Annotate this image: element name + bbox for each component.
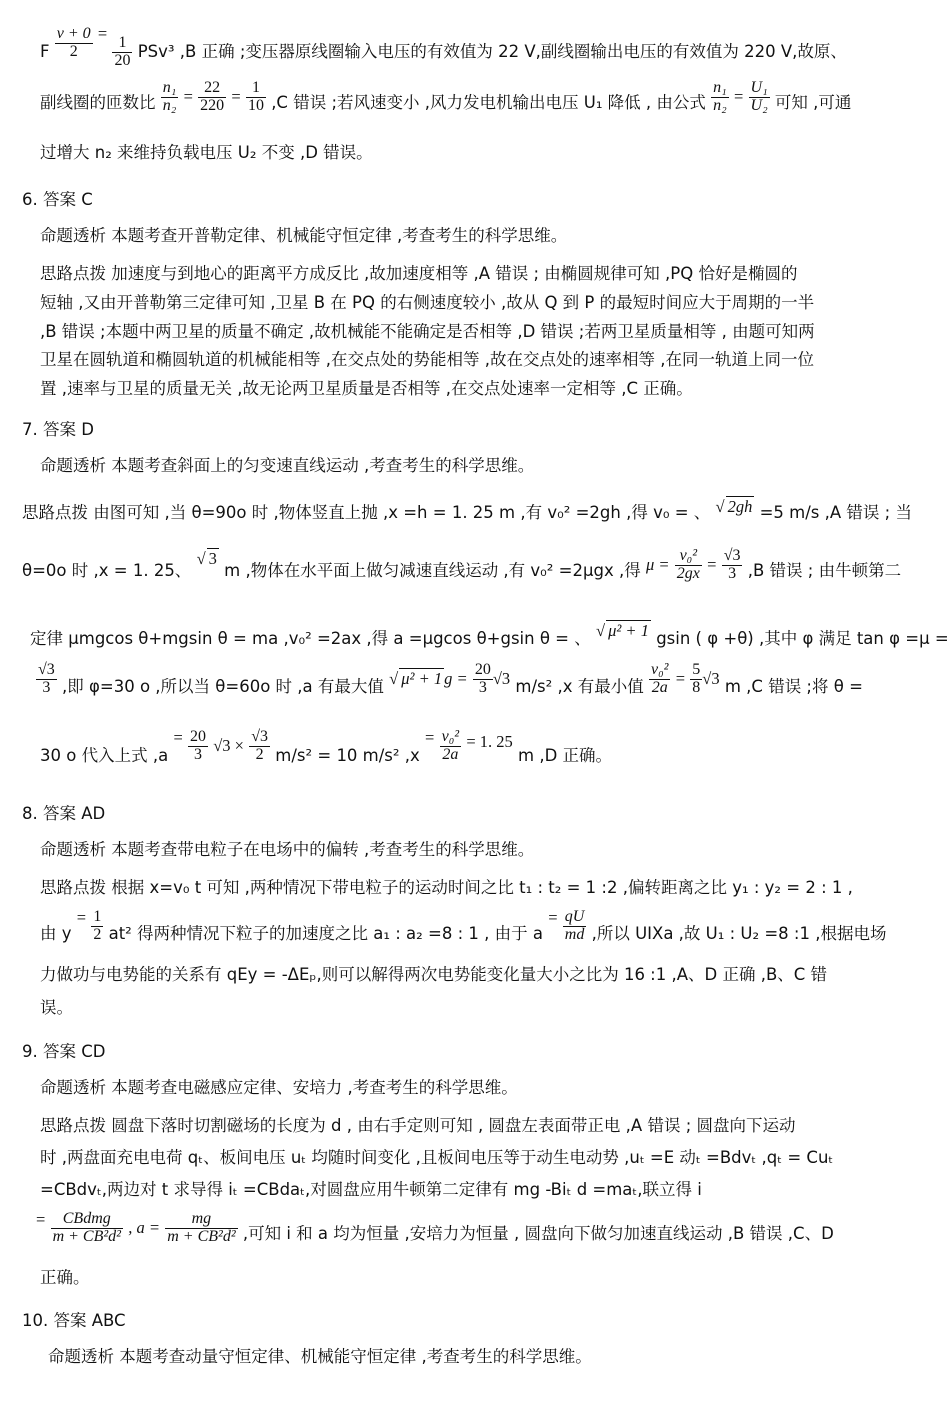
fraction: $\frac{\text{n₁}}{\text{n₂}}$	[162, 79, 177, 114]
q7-hint-line-5: 30 o 代入上式 ,a = $\frac{20}{3}$ √3 × $\frac{√3}{2}$ m/s² = 10 m/s² ,x = $\frac{\text{v₀²}}{2a}$ = 1. 25 m ,D 正确。	[40, 728, 613, 765]
q9-hint-line-2: 时 ,两盘面充电电荷 qₜ、板间电压 uₜ 均随时间变化 ,且板间电压等于动生电动势 ,uₜ =E 动ₜ =Bdvₜ ,qₜ = Cuₜ	[40, 1148, 834, 1167]
q9-intent: 命题透析 本题考查电磁感应定律、安培力 ,考查考生的科学思维。	[40, 1078, 518, 1097]
q7-hint-line-1: 思路点拨 由图可知 ,当 θ=90o 时 ,物体竖直上抛 ,x =h = 1. 25 m ,有 v₀² =2gh ,得 v₀ = 、 √ 2gh =5 m/s ,A 错误 ; 当	[22, 497, 912, 522]
fraction: $\frac{20}{3}$	[474, 661, 491, 696]
fraction: $\frac{\text{v₀²}}{2a}$	[651, 661, 669, 696]
fraction: $\frac{\text{U₁}}{\text{U₂}}$	[750, 79, 768, 114]
q7-hint-line-3: 定律 μmgcos θ+mgsin θ = ma ,v₀² =2ax ,得 a =μgcos θ+gsin θ = 、 √ μ² + 1 gsin ( φ +θ) ,其中 φ 满足 tan φ =μ =	[30, 621, 949, 648]
fraction: $\frac{1}{2}$	[93, 908, 102, 943]
fraction: $\frac{5}{8}$	[692, 661, 701, 696]
q9-hint-line-5: 正确。	[40, 1268, 90, 1287]
fraction: $\frac{1}{20}$	[114, 34, 131, 69]
top-line-2: 副线圈的匝数比 $\frac{\text{n₁}}{\text{n₂}}$ = $\frac{22}{220}$ = $\frac{1}{10}$ ,C 错误 ;若风速变小 ,风力发电机输出电压 U₁ 降低 , 由公式 $\frac{\text{n₁}}{\text{n₂}}$ = $\frac{\text{U₁}}{\text{U₂}}$ 可知 ,可通	[40, 79, 852, 114]
q8-hint-line-3: 力做功与电势能的关系有 qEy = -ΔEₚ,则可以解得两次电势能变化量大小之比为 16 :1 ,A、D 正确 ,B、C 错	[40, 965, 828, 984]
q9-hint-line-1: 思路点拨 圆盘下落时切割磁场的长度为 d , 由右手定则可知 , 圆盘左表面带正电 ,A 错误 ; 圆盘向下运动	[40, 1116, 796, 1135]
fraction: $\frac{\text{v₀²}}{2gx}$	[676, 547, 700, 582]
q10-answer: 10. 答案 ABC	[22, 1311, 126, 1330]
top-line-1: F $\frac{v + 0}{2}$ = $\frac{1}{20}$ PSv³ ,B 正确 ;变压器原线圈输入电压的有效值为 22 V,副线圈输出电压的有效值为 220 V,故原、	[40, 24, 847, 69]
q8-hint-line-4: 误。	[40, 998, 73, 1017]
q8-intent: 命题透析 本题考查带电粒子在电场中的偏转 ,考查考生的科学思维。	[40, 840, 535, 859]
fraction: CBdmg m + CB²d²	[52, 1210, 121, 1245]
q6-hint-line-4: 卫星在圆轨道和椭圆轨道的机械能相等 ,在交点处的势能相等 ,故在交点处的速率相等 ,在同一轨道上同一位	[40, 350, 814, 369]
q6-hint-line-1: 思路点拨 加速度与到地心的距离平方成反比 ,故加速度相等 ,A 错误 ; 由椭圆规律可知 ,PQ 恰好是椭圆的	[40, 264, 798, 283]
q7-intent: 命题透析 本题考查斜面上的匀变速直线运动 ,考查考生的科学思维。	[40, 456, 535, 475]
q9-hint-line-4: = CBdmg m + CB²d² , a = $\frac{mg}{\text{m + CB²d²}}$ ,可知 i 和 a 均为恒量 ,安培力为恒量 , 圆盘向下做匀加速直线运动 ,B 错误 ,C、D	[36, 1210, 834, 1245]
q6-hint-line-3: ,B 错误 ;本题中两卫星的质量不确定 ,故机械能不能确定是否相等 ,D 错误 ;若两卫星质量相等 , 由题可知两	[40, 322, 815, 341]
q6-answer: 6. 答案 C	[22, 190, 93, 209]
fraction: $\frac{\text{v₀²}}{2a}$	[441, 728, 460, 763]
q8-hint-line-2: 由 y = $\frac{1}{2}$ at² 得两种情况下粒子的加速度之比 a₁ : a₂ =8 : 1 , 由于 a = $\frac{qU}{md}$ ,所以 UIXa ,故 U₁ : U₂ =8 :1 ,根据电场	[40, 908, 887, 943]
q7-answer: 7. 答案 D	[22, 420, 94, 439]
q8-answer: 8. 答案 AD	[22, 804, 106, 823]
fraction: $\frac{v + 0}{2}$	[56, 25, 91, 60]
fraction: $\frac{√3}{3}$	[723, 547, 741, 582]
q9-hint-line-3: =CBdvₜ,两边对 t 求导得 iₜ =CBdaₜ,对圆盘应用牛顿第二定律有 mg -Biₜ d =maₜ,联立得 i	[40, 1180, 702, 1199]
q6-hint-line-5: 置 ,速率与卫星的质量无关 ,故无论两卫星质量是否相等 ,在交点处速率一定相等 ,C 正确。	[40, 379, 693, 398]
q8-hint-line-1: 思路点拨 根据 x=v₀ t 可知 ,两种情况下带电粒子的运动时间之比 t₁ : t₂ = 1 :2 ,偏转距离之比 y₁ : y₂ = 2 : 1 ,	[40, 878, 853, 897]
q9-answer: 9. 答案 CD	[22, 1042, 106, 1061]
q7-hint-line-2: θ=0o 时 ,x = 1. 25、 √ 3 m ,物体在水平面上做匀减速直线运动 ,有 v₀² =2μgx ,得 μ = $\frac{\text{v₀²}}{2gx}$ = $\frac{√3}{3}$ ,B 错误 ; 由牛顿第二	[22, 547, 902, 582]
top-line-3: 过增大 n₂ 来维持负载电压 U₂ 不变 ,D 错误。	[40, 143, 373, 162]
fraction: $\frac{1}{10}$	[247, 79, 264, 114]
fraction: $\frac{22}{220}$	[200, 79, 225, 114]
q7-hint-line-4: $\frac{√3}{3}$ ,即 φ=30 o ,所以当 θ=60o 时 ,a 有最大值 √ μ² + 1 g = $\frac{20}{3}$ √3 m/s² ,x 有最小值 $\frac{\text{v₀²}}{2a}$ = $\frac{5}{8}$ √3 m ,C 错误 ;将 θ =	[38, 661, 863, 696]
q10-intent: 命题透析 本题考查动量守恒定律、机械能守恒定律 ,考查考生的科学思维。	[48, 1347, 592, 1366]
q6-intent: 命题透析 本题考查开普勒定律、机械能守恒定律 ,考查考生的科学思维。	[40, 226, 568, 245]
fraction: $\frac{√3}{3}$	[38, 661, 55, 696]
fraction: $\frac{mg}{\text{m + CB²d²}}$	[167, 1210, 236, 1245]
fraction: $\frac{\text{n₁}}{\text{n₂}}$	[713, 79, 727, 114]
fraction: $\frac{qU}{md}$	[564, 908, 585, 943]
fraction: $\frac{20}{3}$	[190, 728, 206, 763]
fraction: $\frac{√3}{2}$	[251, 728, 269, 763]
q6-hint-line-2: 短轴 ,又由开普勒第三定律可知 ,卫星 B 在 PQ 的右侧速度较小 ,故从 Q 到 P 的最短时间应大于周期的一半	[40, 293, 815, 312]
